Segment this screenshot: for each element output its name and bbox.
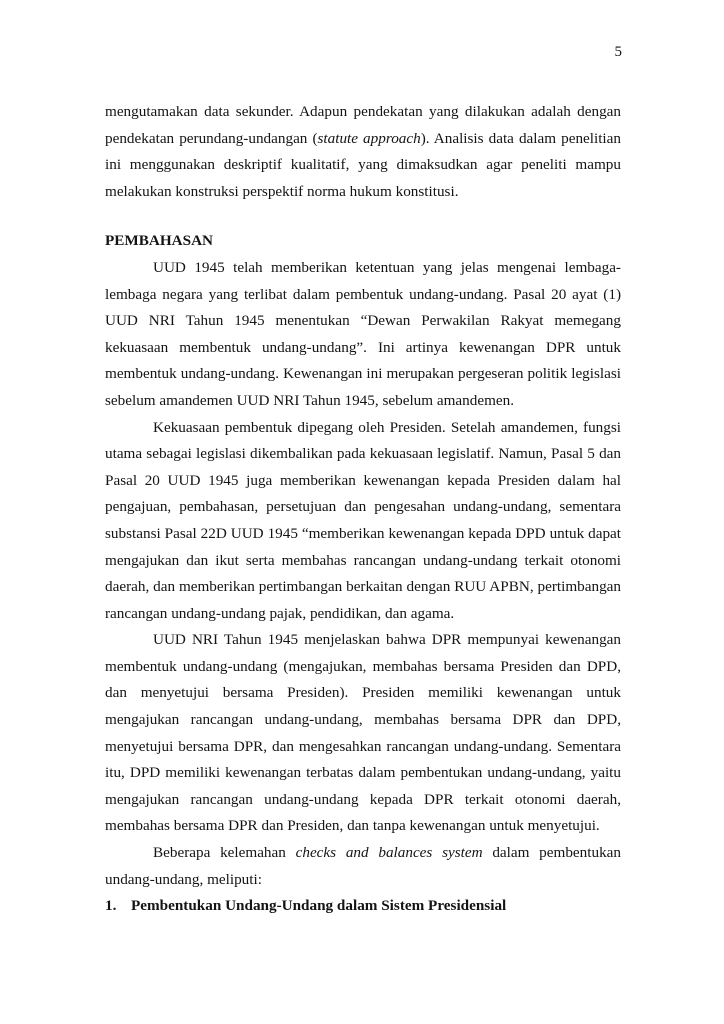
intro-italic-term: statute approach — [317, 129, 421, 147]
closing-paragraph — [105, 840, 621, 893]
subsection-title: Pembentukan Undang-Undang dalam Sistem Presidensial — [131, 897, 507, 915]
document-body — [105, 99, 621, 920]
body-paragraph-3: UUD NRI Tahun 1945 menjelaskan bahwa DPR mempunyai kewenangan membentuk undang-undang (mengajukan, membahas bersama Presiden dan DPD, dan menyetujui bersama Presiden). Presiden memiliki kewenangan untuk mengajukan rancangan undang-undang, membahas bersama DPR dan DPD, menyetujui bersama DPR, dan mengesahkan rancangan undang-undang. Sementara itu, DPD memiliki kewenangan terbatas dalam pembentukan undang-undang, yaitu mengajukan rancangan undang-undang kepada DPR terkait otonomi daerah, membahas bersama DPR dan Presiden, dan tanpa kewenangan untuk menyetujui. — [105, 631, 621, 835]
closing-text-2: dalam pembentukan undang-undang, meliputi: — [105, 844, 621, 888]
closing-text-1: Beberapa kelemahan — [153, 844, 296, 862]
body-paragraph-2: Kekuasaan pembentuk dipegang oleh Presiden. Setelah amandemen, fungsi utama sebagai legislasi dikembalikan pada kekuasaan legislatif. Namun, Pasal 5 dan Pasal 20 UUD 1945 juga memberikan kewenangan kepada Presiden dalam hal pengajuan, pembahasan, persetujuan dan pengesahan undang-undang, sementara substansi Pasal 22D UUD 1945 “memberikan kewenangan kepada DPD untuk dapat mengajukan dan ikut serta membahas rancangan undang-undang terkait otonomi daerah, dan memberikan pertimbangan berkaitan dengan RUU APBN, pertimbangan rancangan undang-undang pajak, pendidikan, dan agama. — [105, 418, 621, 622]
intro-text-1: mengutamakan data sekunder. Adapun pendekatan yang dilakukan adalah dengan pendekatan perundang-undangan ( — [105, 103, 621, 147]
section-heading: PEMBAHASAN — [105, 232, 214, 250]
intro-text-2: ). Analisis data dalam penelitian ini menggunakan deskriptif kualitatif, yang dimaksudkan agar peneliti mampu melakukan konstruksi perspektif norma hukum konstitusi. — [105, 129, 621, 200]
body-paragraph-1: UUD 1945 telah memberikan ketentuan yang jelas mengenai lembaga-lembaga negara yang terlibat dalam pembentuk undang-undang. Pasal 20 ayat (1) UUD NRI Tahun 1945 menentukan “Dewan Perwakilan Rakyat memegang kekuasaan membentuk undang-undang”. Ini artinya kewenangan DPR untuk membentuk undang-undang. Kewenangan ini merupakan pergeseran politik legislasi sebelum amandemen UUD NRI Tahun 1945, sebelum amandemen. — [105, 258, 621, 409]
closing-italic-term: checks and balances system — [295, 844, 483, 862]
spacer — [105, 205, 621, 228]
intro-paragraph — [105, 99, 621, 205]
subsection-heading — [105, 893, 621, 920]
page-number: 5 — [614, 44, 622, 60]
subsection-number: 1. — [105, 897, 117, 915]
